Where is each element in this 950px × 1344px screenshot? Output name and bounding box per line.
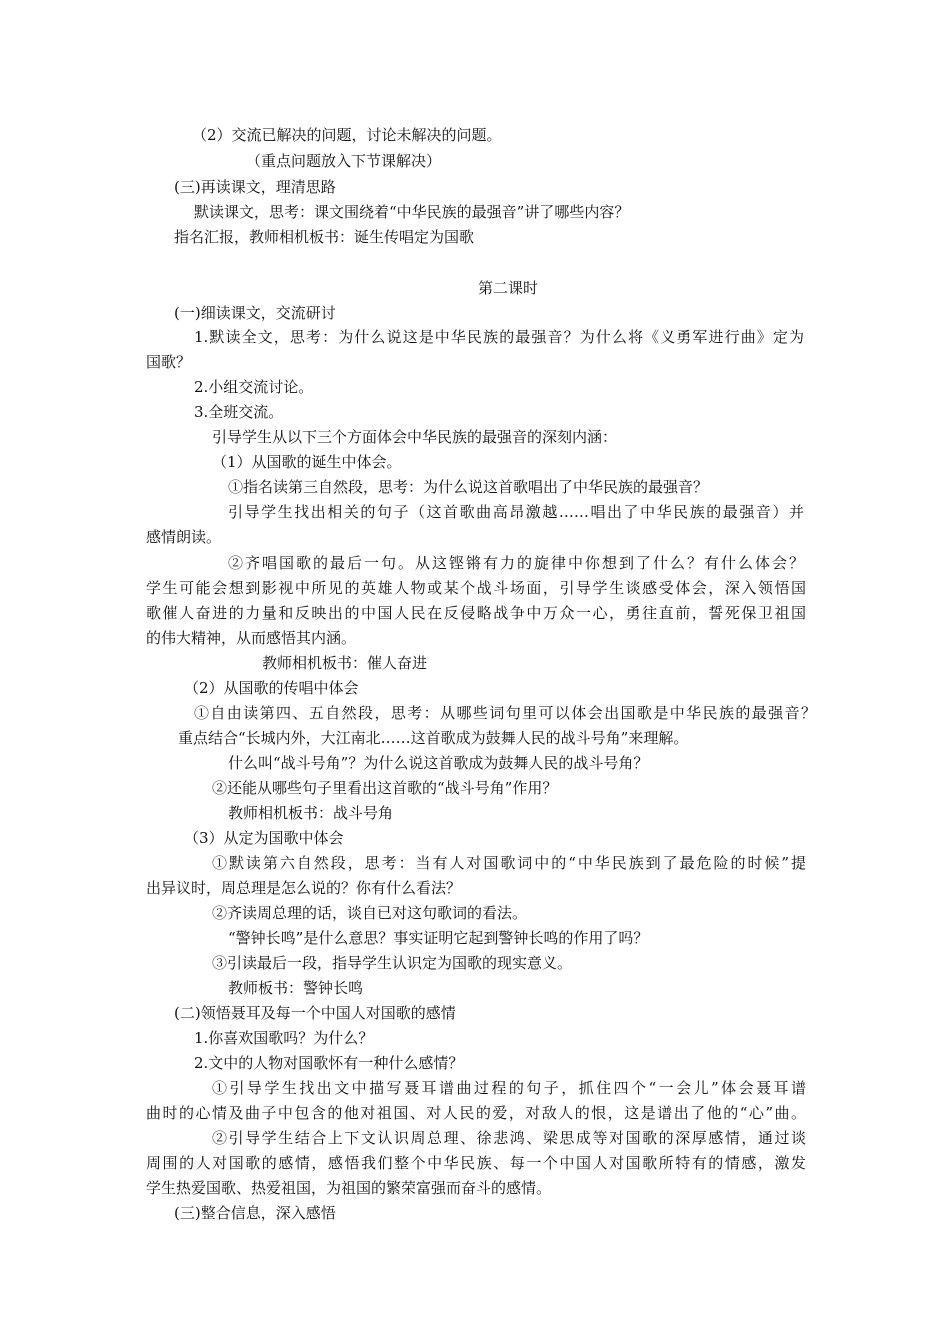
text-line: 2.小组交流讨论。 (194, 378, 314, 396)
text-line: 引导学生找出相关的句子（这首歌曲高昂激越……唱出了中华民族的最强音）并 (228, 503, 804, 521)
text-line: ②齐读周总理的话，谈自已对这句歌词的看法。 (212, 904, 528, 922)
text-line: 默读课文，思考：课文围绕着“中华民族的最强音”讲了哪些内容？ (194, 203, 630, 221)
text-line: ①指名读第三自然段，思考：为什么说这首歌唱出了中华民族的最强音？ (228, 478, 709, 496)
text-line: 2.文中的人物对国歌怀有一种什么感情？ (194, 1054, 464, 1072)
text-line: ②引导学生结合上下文认识周总理、徐悲鸿、梁思成等对国歌的深厚感情，通过谈 (212, 1129, 806, 1147)
subsection-heading: （1）从国歌的诞生中体会。 (212, 453, 402, 471)
blackboard-note: 教师相机板书：战斗号角 (228, 804, 394, 822)
text-line: 3.全班交流。 (194, 403, 284, 421)
blackboard-note: 教师相机板书：催人奋进 (262, 654, 428, 672)
section-heading: (三)整合信息，深入感悟 (174, 1204, 336, 1222)
text-line: 出异议时，周总理是怎么说的？你有什么看法？ (146, 879, 462, 897)
blackboard-note: 教师板书：警钟长鸣 (228, 979, 364, 997)
text-line: ①自由读第四、五自然段，思考：从哪些词句里可以体会出国歌是中华民族的最强音？ (194, 704, 816, 722)
text-line: 重点结合“长城内外，大江南北……这首歌成为鼓舞人民的战斗号角”来理解。 (178, 729, 689, 747)
text-line: ②齐唱国歌的最后一句。从这铿锵有力的旋律中你想到了什么？有什么体会？ (228, 554, 804, 572)
text-line: 感情朗读。 (146, 528, 222, 546)
lesson-heading: 第二课时 (478, 279, 539, 297)
text-line: 歌催人奋进的力量和反映出的中国人民在反侵略战争中万众一心，勇往直前，誓死保卫祖国 (146, 604, 806, 622)
text-line: 什么叫“战斗号角”？为什么说这首歌成为鼓舞人民的战斗号角？ (228, 754, 649, 772)
text-line: 学生热爱国歌、热爱祖国，为祖国的繁荣富强而奋斗的感情。 (146, 1179, 552, 1197)
text-line: ②还能从哪些句子里看出这首歌的“战斗号角”作用？ (212, 779, 558, 797)
text-line: 引导学生从以下三个方面体会中华民族的最强音的深刻内涵： (212, 428, 618, 446)
text-line: 国歌？ (146, 353, 192, 371)
text-line: （重点问题放入下节课解决） (246, 152, 442, 170)
subsection-heading: （2）从国歌的传唱中体会 (184, 679, 359, 697)
text-line: 1.你喜欢国歌吗？为什么？ (194, 1029, 374, 1047)
section-heading: (三)再读课文，理清思路 (174, 178, 336, 196)
text-line: 指名汇报，教师相机板书：诞生传唱定为国歌 (174, 228, 475, 246)
section-heading: (一)细读课文，交流研讨 (174, 304, 336, 322)
text-line: 的伟大精神，从而感悟其内涵。 (146, 629, 357, 647)
text-line: 1.默读全文，思考：为什么说这是中华民族的最强音？为什么将《义勇军进行曲》定为 (194, 328, 804, 346)
text-line: ①引导学生找出文中描写聂耳谱曲过程的句子，抓住四个“一会儿”体会聂耳谱 (212, 1079, 806, 1097)
text-line: ①默读第六自然段，思考：当有人对国歌词中的“中华民族到了最危险的时候”提 (212, 854, 806, 872)
text-line: （2）交流已解决的问题，讨论未解决的问题。 (192, 126, 502, 144)
section-heading: (二)领悟聂耳及每一个中国人对国歌的感情 (174, 1004, 456, 1022)
text-line: ③引读最后一段，指导学生认识定为国歌的现实意义。 (212, 954, 573, 972)
text-line: “警钟长鸣”是什么意思？事实证明它起到警钟长鸣的作用了吗？ (228, 929, 649, 947)
text-line: 曲时的心情及曲子中包含的他对祖国、对人民的爱，对敌人的恨，这是谱出了他的“心”曲。 (146, 1104, 806, 1122)
subsection-heading: （3）从定为国歌中体会 (184, 829, 344, 847)
text-line: 周围的人对国歌的感情，感悟我们整个中华民族、每一个中国人对国歌所特有的情感，激发 (146, 1154, 806, 1172)
text-line: 学生可能会想到影视中所见的英雄人物或某个战斗场面，引导学生谈感受体会，深入领悟国 (146, 579, 806, 597)
